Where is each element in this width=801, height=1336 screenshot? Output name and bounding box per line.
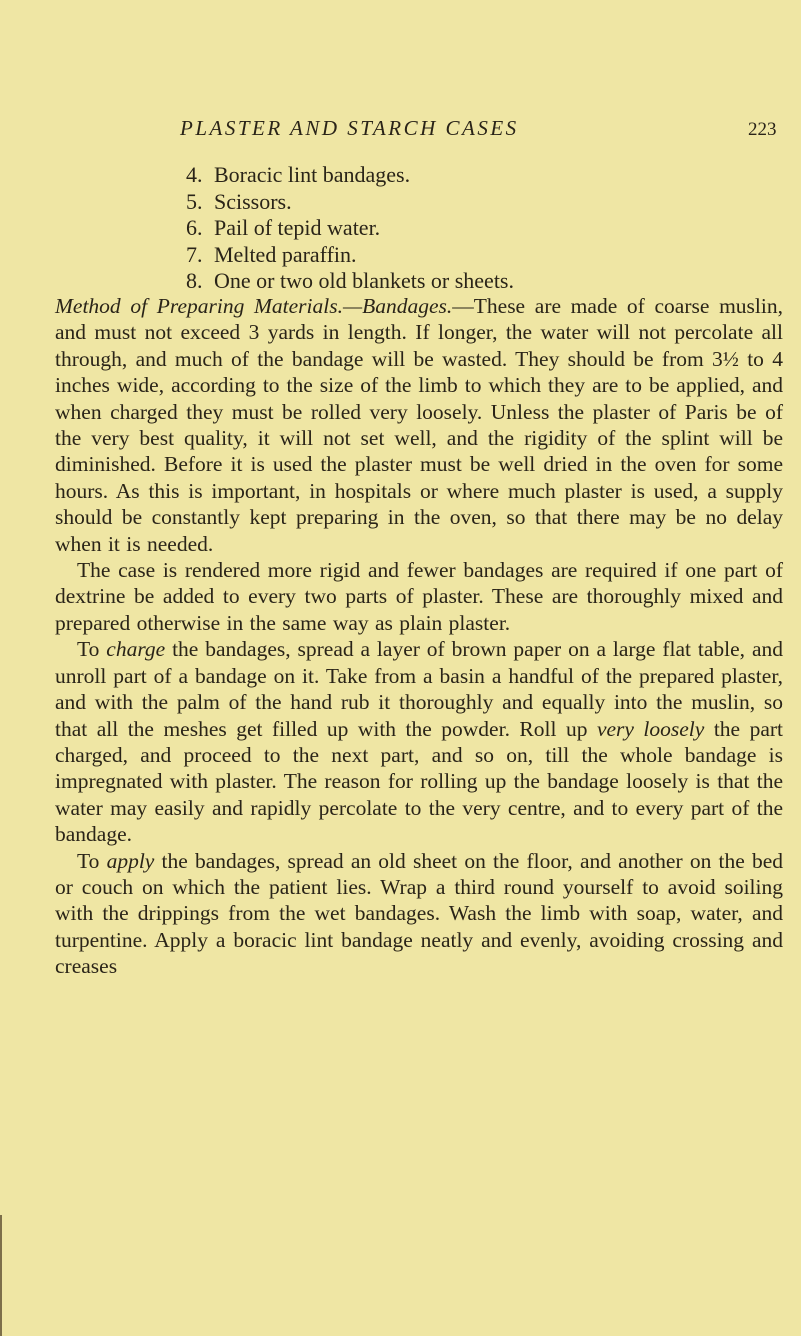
list-item-number: 4. xyxy=(186,162,203,187)
paragraph-charge xyxy=(55,636,783,847)
list-item-number: 8. xyxy=(186,268,203,293)
paragraph-apply xyxy=(55,848,783,980)
paragraph-text: The case is rendered more rigid and fewer bandages are required if one part of dextrine be added to every two parts of plaster. These are thoroughly mixed and prepared otherwise in the same way as plain plaster. xyxy=(55,558,783,635)
paragraph-text: the part charged, and proceed to the next part, and so on, till the whole bandage is impregnated with plaster. The reason for rolling up the bandage loosely is that the water may easily and rapidly percolate to the very centre, and to every part of the bandage. xyxy=(55,716,783,847)
list-item-number: 6. xyxy=(186,215,203,240)
paragraph-text: —These are made of coarse muslin, and must not exceed 3 yards in length. If longer, the water will not percolate all through, and much of the bandage will be wasted. They should be from 3½ to 4 inches wide, according to the size of the limb to which they are to be applied, and when charged they must be rolled very loosely. Unless the plaster of Paris be of the very best quality, it will not set well, and the rigidity of the splint will be diminished. Before it is used the plaster must be well dried in the oven for some hours. As this is important, in hospitals or where much plaster is used, a supply should be constantly kept preparing in the oven, so that there may be no delay when it is needed. xyxy=(55,294,783,556)
emphasis-apply: apply xyxy=(106,848,155,873)
running-title: PLASTER AND STARCH CASES xyxy=(180,116,519,140)
list-item-text: Boracic lint bandages. xyxy=(214,162,411,187)
page-edge-shadow xyxy=(0,1215,2,1336)
list-item-number: 5. xyxy=(186,188,203,214)
materials-list xyxy=(186,162,786,295)
list-item xyxy=(186,215,786,242)
list-item-text: Pail of tepid water. xyxy=(214,215,381,240)
list-item xyxy=(186,189,786,216)
list-item xyxy=(186,162,786,189)
list-item xyxy=(186,268,786,295)
paragraph-preparing-materials xyxy=(55,293,783,557)
paragraph-text: To xyxy=(77,637,107,662)
paragraph-text: the bandages, spread a layer of brown paper on a large flat table, and unroll part of a bandage on it. Take from a basin a handful of the prepared plaster, and with the palm of the hand rub it thoroughly and equally into the muslin, so that all the meshes get filled up with the powder. Roll up xyxy=(55,637,783,741)
list-item-text: One or two old blankets or sheets. xyxy=(214,268,514,293)
list-item xyxy=(186,242,786,269)
list-item-number: 7. xyxy=(186,241,203,267)
list-item-text: Scissors. xyxy=(214,188,292,214)
list-item-text: Melted paraffin. xyxy=(214,241,357,267)
emphasis-charge: charge xyxy=(106,637,166,662)
page-number: 223 xyxy=(748,119,777,140)
emphasis-very-loosely: very loosely xyxy=(596,716,705,741)
body-text xyxy=(55,293,783,980)
paragraph-text: To xyxy=(77,848,107,873)
paragraph-dextrine xyxy=(55,557,783,636)
paragraph-text: the bandages, spread an old sheet on the floor, and another on the bed or couch on which the patient lies. Wrap a third round yourself to avoid soiling with the drippings from the wet bandages. Wash the limb with soap, water, and turpentine. Apply a boracic lint bandage neatly and evenly, avoiding crossing and creases xyxy=(55,848,783,979)
section-heading: Method of Preparing Materials.—Bandages. xyxy=(55,294,453,318)
